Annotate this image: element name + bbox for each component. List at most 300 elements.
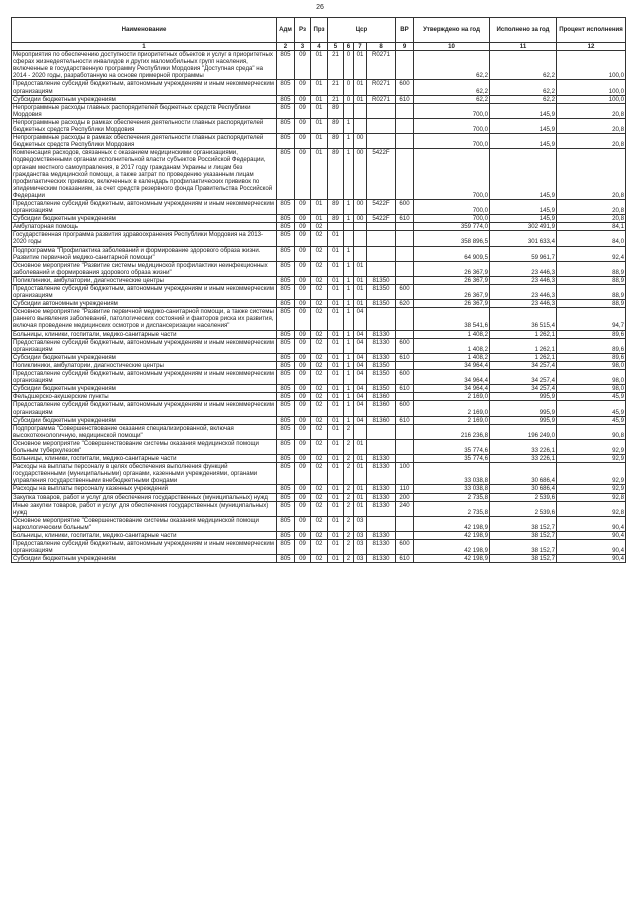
page-number: 26 bbox=[316, 4, 324, 11]
csr-direction-cell bbox=[367, 439, 396, 454]
adm-code-cell: 805 bbox=[277, 401, 295, 416]
csr-direction-cell: 81350 bbox=[367, 300, 396, 308]
prz-code-cell: 02 bbox=[311, 231, 328, 246]
row-name-cell: Расходы на выплаты персоналу казенных учреждений bbox=[12, 485, 277, 493]
adm-code-cell: 805 bbox=[277, 416, 295, 424]
approved-amount-cell: 35 774,6 bbox=[414, 455, 490, 463]
csr-program-cell: 01 bbox=[328, 516, 344, 531]
vr-code-cell: 610 bbox=[396, 416, 414, 424]
csr-direction-cell bbox=[367, 231, 396, 246]
csr-program-cell: 21 bbox=[328, 51, 344, 80]
csr-subprogram-cell: 1 bbox=[344, 118, 354, 133]
executed-amount-cell: 302 491,9 bbox=[490, 223, 557, 231]
adm-code-cell: 805 bbox=[277, 385, 295, 393]
vr-code-cell bbox=[396, 118, 414, 133]
prz-code-cell: 02 bbox=[311, 540, 328, 555]
row-name-cell: Больницы, клиники, госпитали, медико-санитарные части bbox=[12, 532, 277, 540]
csr-subprogram-cell: 2 bbox=[344, 532, 354, 540]
adm-code-cell: 805 bbox=[277, 370, 295, 385]
csr-subprogram-cell: 2 bbox=[344, 540, 354, 555]
row-name-cell: Поликлиники, амбулатории, диагностические центры bbox=[12, 276, 277, 284]
percent-cell: 90,4 bbox=[557, 540, 626, 555]
rz-code-cell: 09 bbox=[295, 199, 311, 214]
table-row bbox=[12, 401, 626, 416]
executed-amount-cell: 59 961,7 bbox=[490, 246, 557, 261]
csr-event-cell: 01 bbox=[354, 276, 367, 284]
rz-code-cell: 09 bbox=[295, 540, 311, 555]
percent-cell: 20,8 bbox=[557, 215, 626, 223]
csr-direction-cell: 81330 bbox=[367, 463, 396, 485]
prz-code-cell: 02 bbox=[311, 393, 328, 401]
prz-code-cell: 02 bbox=[311, 501, 328, 516]
adm-code-cell: 805 bbox=[277, 80, 295, 95]
prz-code-cell: 02 bbox=[311, 308, 328, 330]
header-row bbox=[12, 18, 626, 43]
percent-cell: 20,8 bbox=[557, 149, 626, 200]
row-name-cell: Компенсация расходов, связанных с оказанием медицинскими организациями, подведомственными органам исполнительной власти субъектов Российской Федерации, органам местного самоуправления, в 2017 году гражданам Украины и лицам без гражданства медицинской помощи, а также затрат по проведению указанным лицам профилактических прививок, включенных в календарь профилактических прививок по эпидемическим показаниям, за счет средств резервного фонда Правительства Российской Федерации bbox=[12, 149, 277, 200]
percent-cell: 20,8 bbox=[557, 118, 626, 133]
row-name-cell: Субсидии бюджетным учреждениям bbox=[12, 215, 277, 223]
percent-cell: 92,9 bbox=[557, 455, 626, 463]
percent-cell: 20,8 bbox=[557, 199, 626, 214]
approved-amount-cell: 33 038,8 bbox=[414, 485, 490, 493]
prz-code-cell: 02 bbox=[311, 276, 328, 284]
executed-amount-cell: 145,9 bbox=[490, 103, 557, 118]
csr-event-cell: 01 bbox=[354, 285, 367, 300]
csr-program-cell: 01 bbox=[328, 261, 344, 276]
approved-amount-cell: 359 774,0 bbox=[414, 223, 490, 231]
csr-event-cell: 01 bbox=[354, 95, 367, 103]
rz-code-cell: 09 bbox=[295, 338, 311, 353]
prz-code-cell: 01 bbox=[311, 149, 328, 200]
vr-code-cell bbox=[396, 308, 414, 330]
rz-code-cell: 09 bbox=[295, 149, 311, 200]
col-number: 6 bbox=[344, 43, 354, 51]
adm-code-cell: 805 bbox=[277, 338, 295, 353]
adm-code-cell: 805 bbox=[277, 485, 295, 493]
csr-event-cell: 04 bbox=[354, 330, 367, 338]
rz-code-cell: 09 bbox=[295, 424, 311, 439]
rz-code-cell: 09 bbox=[295, 134, 311, 149]
executed-amount-cell: 62,2 bbox=[490, 80, 557, 95]
percent-cell: 88,9 bbox=[557, 300, 626, 308]
csr-direction-cell bbox=[367, 424, 396, 439]
adm-code-cell: 805 bbox=[277, 532, 295, 540]
csr-program-cell: 01 bbox=[328, 246, 344, 261]
csr-direction-cell: 81360 bbox=[367, 401, 396, 416]
csr-subprogram-cell: 1 bbox=[344, 308, 354, 330]
vr-code-cell bbox=[396, 455, 414, 463]
rz-code-cell: 09 bbox=[295, 393, 311, 401]
csr-event-cell: 04 bbox=[354, 370, 367, 385]
prz-code-cell: 02 bbox=[311, 455, 328, 463]
col-number: 8 bbox=[367, 43, 396, 51]
adm-code-cell: 805 bbox=[277, 439, 295, 454]
row-name-cell: Основное мероприятие "Совершенствование системы оказания медицинской помощи наркологическим больным" bbox=[12, 516, 277, 531]
csr-program-cell: 89 bbox=[328, 134, 344, 149]
prz-code-cell: 02 bbox=[311, 223, 328, 231]
rz-code-cell: 09 bbox=[295, 555, 311, 563]
table-row bbox=[12, 134, 626, 149]
vr-code-cell bbox=[396, 231, 414, 246]
executed-amount-cell: 145,9 bbox=[490, 118, 557, 133]
csr-direction-cell: 81330 bbox=[367, 353, 396, 361]
approved-amount-cell: 700,0 bbox=[414, 215, 490, 223]
csr-program-cell: 21 bbox=[328, 80, 344, 95]
csr-event-cell: 04 bbox=[354, 361, 367, 369]
adm-code-cell: 805 bbox=[277, 455, 295, 463]
csr-subprogram-cell: 1 bbox=[344, 416, 354, 424]
prz-code-cell: 01 bbox=[311, 103, 328, 118]
csr-direction-cell: 81330 bbox=[367, 338, 396, 353]
percent-cell: 89,6 bbox=[557, 330, 626, 338]
executed-amount-cell: 145,9 bbox=[490, 149, 557, 200]
csr-subprogram-cell bbox=[344, 231, 354, 246]
executed-amount-cell: 30 686,4 bbox=[490, 463, 557, 485]
csr-event-cell: 04 bbox=[354, 338, 367, 353]
vr-code-cell bbox=[396, 276, 414, 284]
csr-subprogram-cell: 2 bbox=[344, 439, 354, 454]
csr-event-cell: 01 bbox=[354, 463, 367, 485]
table-row bbox=[12, 485, 626, 493]
prz-code-cell: 02 bbox=[311, 385, 328, 393]
vr-code-cell bbox=[396, 361, 414, 369]
executed-amount-cell: 62,2 bbox=[490, 95, 557, 103]
adm-code-cell: 805 bbox=[277, 540, 295, 555]
csr-subprogram-cell: 1 bbox=[344, 370, 354, 385]
executed-amount-cell: 23 446,3 bbox=[490, 285, 557, 300]
prz-code-cell: 01 bbox=[311, 118, 328, 133]
row-name-cell: Больницы, клиники, госпитали, медико-санитарные части bbox=[12, 330, 277, 338]
adm-code-cell: 805 bbox=[277, 493, 295, 501]
rz-code-cell: 09 bbox=[295, 361, 311, 369]
approved-amount-cell: 34 964,4 bbox=[414, 361, 490, 369]
approved-amount-cell: 64 909,5 bbox=[414, 246, 490, 261]
rz-code-cell: 09 bbox=[295, 501, 311, 516]
col-header-approved: Утверждено на год bbox=[414, 18, 490, 43]
row-name-cell: Государственная программа развития здравоохранения Республики Мордовия на 2013-2020 годы bbox=[12, 231, 277, 246]
vr-code-cell: 200 bbox=[396, 493, 414, 501]
adm-code-cell: 805 bbox=[277, 330, 295, 338]
budget-table bbox=[11, 17, 626, 563]
approved-amount-cell: 1 408,2 bbox=[414, 330, 490, 338]
rz-code-cell: 09 bbox=[295, 416, 311, 424]
percent-cell: 92,9 bbox=[557, 439, 626, 454]
csr-event-cell: 01 bbox=[354, 300, 367, 308]
table-row bbox=[12, 231, 626, 246]
row-name-cell: Амбулаторная помощь bbox=[12, 223, 277, 231]
csr-event-cell: 01 bbox=[354, 485, 367, 493]
csr-subprogram-cell: 0 bbox=[344, 51, 354, 80]
table-row bbox=[12, 215, 626, 223]
prz-code-cell: 02 bbox=[311, 361, 328, 369]
executed-amount-cell: 62,2 bbox=[490, 51, 557, 80]
vr-code-cell bbox=[396, 103, 414, 118]
prz-code-cell: 01 bbox=[311, 199, 328, 214]
csr-subprogram-cell bbox=[344, 103, 354, 118]
prz-code-cell: 02 bbox=[311, 246, 328, 261]
vr-code-cell: 610 bbox=[396, 215, 414, 223]
percent-cell: 100,0 bbox=[557, 80, 626, 95]
rz-code-cell: 09 bbox=[295, 385, 311, 393]
executed-amount-cell: 23 446,3 bbox=[490, 261, 557, 276]
adm-code-cell: 805 bbox=[277, 308, 295, 330]
csr-direction-cell bbox=[367, 308, 396, 330]
csr-event-cell: 04 bbox=[354, 401, 367, 416]
vr-code-cell: 610 bbox=[396, 353, 414, 361]
csr-direction-cell bbox=[367, 118, 396, 133]
row-name-cell: Предоставление субсидий бюджетным, автономным учреждениям и иным некоммерческим организациям bbox=[12, 199, 277, 214]
prz-code-cell: 01 bbox=[311, 51, 328, 80]
percent-cell: 45,9 bbox=[557, 401, 626, 416]
executed-amount-cell: 23 446,3 bbox=[490, 300, 557, 308]
vr-code-cell: 610 bbox=[396, 95, 414, 103]
executed-amount-cell: 34 257,4 bbox=[490, 370, 557, 385]
table-row bbox=[12, 385, 626, 393]
row-name-cell: Непрограммные расходы главных распорядителей бюджетных средств Республики Мордовия bbox=[12, 103, 277, 118]
csr-program-cell: 89 bbox=[328, 199, 344, 214]
row-name-cell: Предоставление субсидий бюджетным, автономным учреждениям и иным некоммерческим организациям bbox=[12, 370, 277, 385]
prz-code-cell: 02 bbox=[311, 401, 328, 416]
csr-event-cell: 00 bbox=[354, 149, 367, 200]
rz-code-cell: 09 bbox=[295, 353, 311, 361]
rz-code-cell: 09 bbox=[295, 51, 311, 80]
percent-cell: 45,9 bbox=[557, 393, 626, 401]
vr-code-cell bbox=[396, 532, 414, 540]
csr-event-cell bbox=[354, 231, 367, 246]
prz-code-cell: 02 bbox=[311, 261, 328, 276]
prz-code-cell: 02 bbox=[311, 300, 328, 308]
csr-direction-cell: 81350 bbox=[367, 361, 396, 369]
percent-cell: 89,6 bbox=[557, 353, 626, 361]
vr-code-cell: 600 bbox=[396, 285, 414, 300]
approved-amount-cell: 33 038,8 bbox=[414, 463, 490, 485]
approved-amount-cell: 62,2 bbox=[414, 80, 490, 95]
vr-code-cell bbox=[396, 149, 414, 200]
table-row bbox=[12, 532, 626, 540]
csr-direction-cell bbox=[367, 134, 396, 149]
col-header-prz: Прз bbox=[311, 18, 328, 43]
vr-code-cell: 600 bbox=[396, 401, 414, 416]
csr-event-cell: 01 bbox=[354, 455, 367, 463]
csr-event-cell: 03 bbox=[354, 516, 367, 531]
rz-code-cell: 09 bbox=[295, 370, 311, 385]
rz-code-cell: 09 bbox=[295, 401, 311, 416]
csr-direction-cell: 81350 bbox=[367, 285, 396, 300]
csr-event-cell: 04 bbox=[354, 385, 367, 393]
csr-subprogram-cell: 1 bbox=[344, 338, 354, 353]
col-header-name: Наименование bbox=[12, 18, 277, 43]
percent-cell: 98,0 bbox=[557, 385, 626, 393]
csr-program-cell bbox=[328, 223, 344, 231]
percent-cell: 98,0 bbox=[557, 370, 626, 385]
csr-event-cell: 03 bbox=[354, 532, 367, 540]
percent-cell: 92,9 bbox=[557, 463, 626, 485]
csr-subprogram-cell: 2 bbox=[344, 516, 354, 531]
csr-direction-cell bbox=[367, 516, 396, 531]
csr-direction-cell: 81350 bbox=[367, 370, 396, 385]
percent-cell: 92,9 bbox=[557, 485, 626, 493]
table-row bbox=[12, 555, 626, 563]
row-name-cell: Непрограммные расходы в рамках обеспечения деятельности главных распорядителей бюджетных средств Республики Мордовия bbox=[12, 134, 277, 149]
table-row bbox=[12, 338, 626, 353]
table-row bbox=[12, 416, 626, 424]
approved-amount-cell: 358 896,5 bbox=[414, 231, 490, 246]
csr-event-cell: 04 bbox=[354, 393, 367, 401]
col-number: 11 bbox=[490, 43, 557, 51]
csr-direction-cell: 81330 bbox=[367, 493, 396, 501]
prz-code-cell: 02 bbox=[311, 416, 328, 424]
csr-program-cell: 01 bbox=[328, 338, 344, 353]
vr-code-cell bbox=[396, 393, 414, 401]
row-name-cell: Основное мероприятие "Совершенствование системы оказания медицинской помощи больным туберкулезом" bbox=[12, 439, 277, 454]
csr-program-cell: 89 bbox=[328, 149, 344, 200]
row-name-cell: Предоставление субсидий бюджетным, автономным учреждениям и иным некоммерческим организациям bbox=[12, 401, 277, 416]
csr-subprogram-cell: 1 bbox=[344, 276, 354, 284]
approved-amount-cell: 1 408,2 bbox=[414, 353, 490, 361]
adm-code-cell: 805 bbox=[277, 555, 295, 563]
adm-code-cell: 805 bbox=[277, 223, 295, 231]
csr-direction-cell: 81330 bbox=[367, 555, 396, 563]
prz-code-cell: 02 bbox=[311, 516, 328, 531]
csr-subprogram-cell: 1 bbox=[344, 261, 354, 276]
adm-code-cell: 805 bbox=[277, 199, 295, 214]
rz-code-cell: 09 bbox=[295, 231, 311, 246]
vr-code-cell bbox=[396, 246, 414, 261]
prz-code-cell: 01 bbox=[311, 95, 328, 103]
rz-code-cell: 09 bbox=[295, 80, 311, 95]
percent-cell: 20,8 bbox=[557, 134, 626, 149]
csr-event-cell: 01 bbox=[354, 51, 367, 80]
table-row bbox=[12, 393, 626, 401]
approved-amount-cell: 62,2 bbox=[414, 51, 490, 80]
approved-amount-cell: 700,0 bbox=[414, 149, 490, 200]
csr-program-cell: 01 bbox=[328, 308, 344, 330]
approved-amount-cell: 1 408,2 bbox=[414, 338, 490, 353]
csr-event-cell: 03 bbox=[354, 540, 367, 555]
csr-event-cell bbox=[354, 246, 367, 261]
rz-code-cell: 09 bbox=[295, 532, 311, 540]
vr-code-cell bbox=[396, 439, 414, 454]
rz-code-cell: 09 bbox=[295, 485, 311, 493]
prz-code-cell: 01 bbox=[311, 215, 328, 223]
col-header-percent: Процент исполнения bbox=[557, 18, 626, 43]
row-name-cell: Больницы, клиники, госпитали, медико-санитарные части bbox=[12, 455, 277, 463]
col-number: 5 bbox=[328, 43, 344, 51]
csr-direction-cell: R0271 bbox=[367, 80, 396, 95]
approved-amount-cell: 26 367,9 bbox=[414, 276, 490, 284]
executed-amount-cell: 145,9 bbox=[490, 215, 557, 223]
csr-program-cell: 01 bbox=[328, 463, 344, 485]
approved-amount-cell: 34 964,4 bbox=[414, 370, 490, 385]
vr-code-cell: 610 bbox=[396, 385, 414, 393]
col-number: 12 bbox=[557, 43, 626, 51]
executed-amount-cell: 995,9 bbox=[490, 401, 557, 416]
table-row bbox=[12, 308, 626, 330]
csr-program-cell: 01 bbox=[328, 361, 344, 369]
table-row bbox=[12, 276, 626, 284]
executed-amount-cell: 995,9 bbox=[490, 393, 557, 401]
csr-event-cell: 01 bbox=[354, 439, 367, 454]
table-row bbox=[12, 199, 626, 214]
csr-subprogram-cell bbox=[344, 223, 354, 231]
vr-code-cell bbox=[396, 261, 414, 276]
table-row bbox=[12, 501, 626, 516]
csr-program-cell: 01 bbox=[328, 455, 344, 463]
adm-code-cell: 805 bbox=[277, 261, 295, 276]
rz-code-cell: 09 bbox=[295, 300, 311, 308]
table-row bbox=[12, 361, 626, 369]
csr-program-cell: 01 bbox=[328, 532, 344, 540]
csr-subprogram-cell: 1 bbox=[344, 393, 354, 401]
csr-direction-cell bbox=[367, 103, 396, 118]
prz-code-cell: 02 bbox=[311, 285, 328, 300]
adm-code-cell: 805 bbox=[277, 134, 295, 149]
row-name-cell: Иные закупки товаров, работ и услуг для обеспечения государственных (муниципальных) нужд bbox=[12, 501, 277, 516]
rz-code-cell: 09 bbox=[295, 246, 311, 261]
approved-amount-cell: 42 198,9 bbox=[414, 516, 490, 531]
adm-code-cell: 805 bbox=[277, 276, 295, 284]
approved-amount-cell: 2 169,0 bbox=[414, 393, 490, 401]
col-number: 2 bbox=[277, 43, 295, 51]
csr-program-cell: 01 bbox=[328, 330, 344, 338]
vr-code-cell bbox=[396, 134, 414, 149]
approved-amount-cell: 700,0 bbox=[414, 134, 490, 149]
vr-code-cell bbox=[396, 51, 414, 80]
csr-subprogram-cell: 1 bbox=[344, 149, 354, 200]
col-header-vr: ВР bbox=[396, 18, 414, 43]
csr-subprogram-cell: 2 bbox=[344, 485, 354, 493]
approved-amount-cell: 2 169,0 bbox=[414, 416, 490, 424]
percent-cell: 88,9 bbox=[557, 285, 626, 300]
adm-code-cell: 805 bbox=[277, 300, 295, 308]
executed-amount-cell: 1 262,1 bbox=[490, 330, 557, 338]
adm-code-cell: 805 bbox=[277, 361, 295, 369]
csr-direction-cell: 5422F bbox=[367, 199, 396, 214]
row-name-cell: Мероприятия по обеспечению доступности приоритетных объектов и услуг в приоритетных сферах жизнедеятельности инвалидов и других маломобильных групп населения, включенные в государственную программу Республики Мордовия "Доступная среда" на 2014 - 2020 годы, разработанную на основе примерной программы bbox=[12, 51, 277, 80]
approved-amount-cell: 42 198,9 bbox=[414, 555, 490, 563]
table-row bbox=[12, 103, 626, 118]
prz-code-cell: 02 bbox=[311, 353, 328, 361]
table-row bbox=[12, 516, 626, 531]
vr-code-cell: 600 bbox=[396, 370, 414, 385]
percent-cell: 90,4 bbox=[557, 532, 626, 540]
adm-code-cell: 805 bbox=[277, 231, 295, 246]
percent-cell: 84,1 bbox=[557, 223, 626, 231]
percent-cell: 98,0 bbox=[557, 361, 626, 369]
row-name-cell: Субсидии бюджетным учреждениям bbox=[12, 385, 277, 393]
adm-code-cell: 805 bbox=[277, 149, 295, 200]
prz-code-cell: 02 bbox=[311, 485, 328, 493]
col-number: 1 bbox=[12, 43, 277, 51]
rz-code-cell: 09 bbox=[295, 261, 311, 276]
executed-amount-cell: 145,9 bbox=[490, 199, 557, 214]
csr-subprogram-cell: 0 bbox=[344, 95, 354, 103]
csr-program-cell: 01 bbox=[328, 501, 344, 516]
csr-subprogram-cell: 1 bbox=[344, 353, 354, 361]
rz-code-cell: 09 bbox=[295, 463, 311, 485]
percent-cell: 92,8 bbox=[557, 493, 626, 501]
vr-code-cell: 600 bbox=[396, 338, 414, 353]
table-row bbox=[12, 455, 626, 463]
csr-program-cell: 01 bbox=[328, 493, 344, 501]
csr-event-cell: 01 bbox=[354, 493, 367, 501]
row-name-cell: Субсидии автономным учреждениям bbox=[12, 300, 277, 308]
percent-cell: 90,4 bbox=[557, 555, 626, 563]
row-name-cell: Основное мероприятие "Развитие первичной медико-санитарной помощи, а также системы раннего выявления заболеваний, патологических состояний и факторов риска их развития, включая проведение медицинских осмотров и диспансеризации населения" bbox=[12, 308, 277, 330]
vr-code-cell: 620 bbox=[396, 300, 414, 308]
table-row bbox=[12, 463, 626, 485]
